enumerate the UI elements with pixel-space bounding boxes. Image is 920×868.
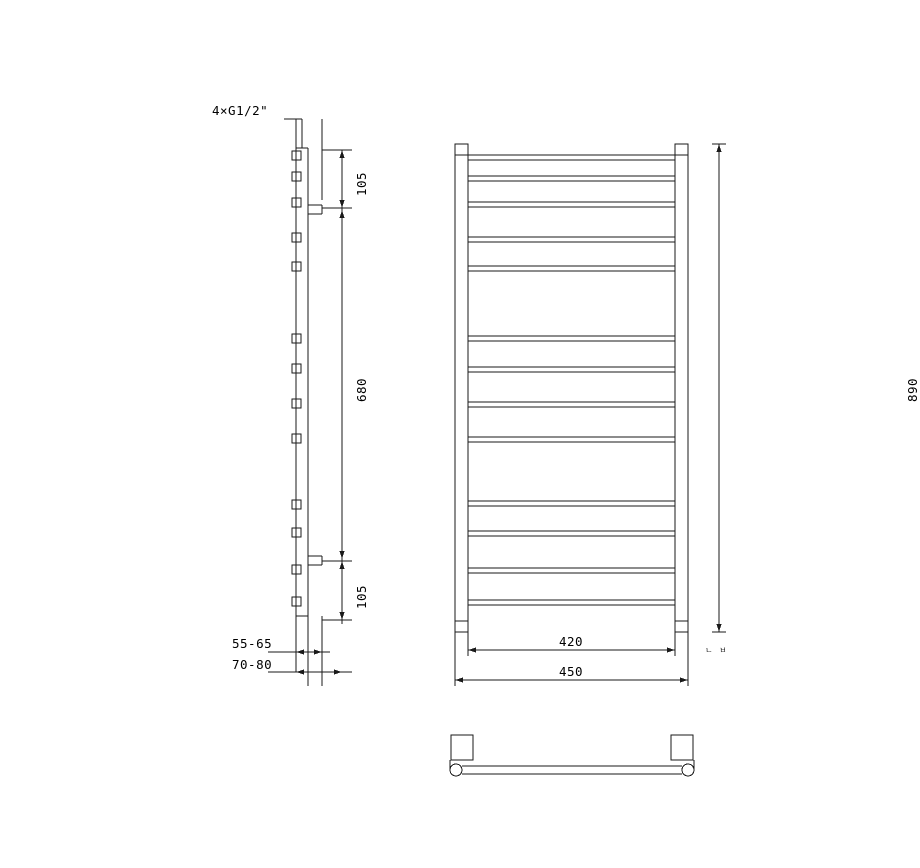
side-view-lower-bracket: [308, 556, 322, 565]
side-view-connection-leader: [284, 119, 302, 148]
dim-front-height-890: [716, 144, 721, 632]
label-side-top-105: 105: [354, 171, 369, 196]
side-view-post: [296, 148, 308, 616]
dim-side-depth-70-80: [268, 669, 352, 674]
front-view-rails: [468, 155, 675, 605]
dim-side-bottom-105: [322, 561, 352, 620]
label-connection-note: 4×G1/2": [212, 103, 269, 118]
label-small-mark-right: ㅂ: [719, 646, 728, 655]
front-view-left-column: [455, 144, 468, 632]
label-side-bottom-105: 105: [354, 584, 369, 609]
label-small-mark-left: ㄴ: [705, 646, 714, 655]
label-front-width-420: 420: [559, 634, 584, 649]
dim-side-depth-55-65: [268, 649, 330, 654]
dim-side-middle-680: [339, 208, 344, 561]
side-view-extension-lines: [296, 119, 342, 686]
label-front-height-890: 890: [905, 377, 920, 402]
side-view-upper-bracket: [308, 205, 322, 214]
label-side-depth-70-80: 70-80: [232, 657, 273, 672]
label-side-depth-55-65: 55-65: [232, 636, 273, 651]
label-side-center-680: 680: [354, 377, 369, 402]
dim-side-top-105: [322, 150, 352, 208]
plan-view: [450, 735, 694, 776]
front-view-right-column: [675, 144, 688, 632]
label-front-width-450: 450: [559, 664, 584, 679]
